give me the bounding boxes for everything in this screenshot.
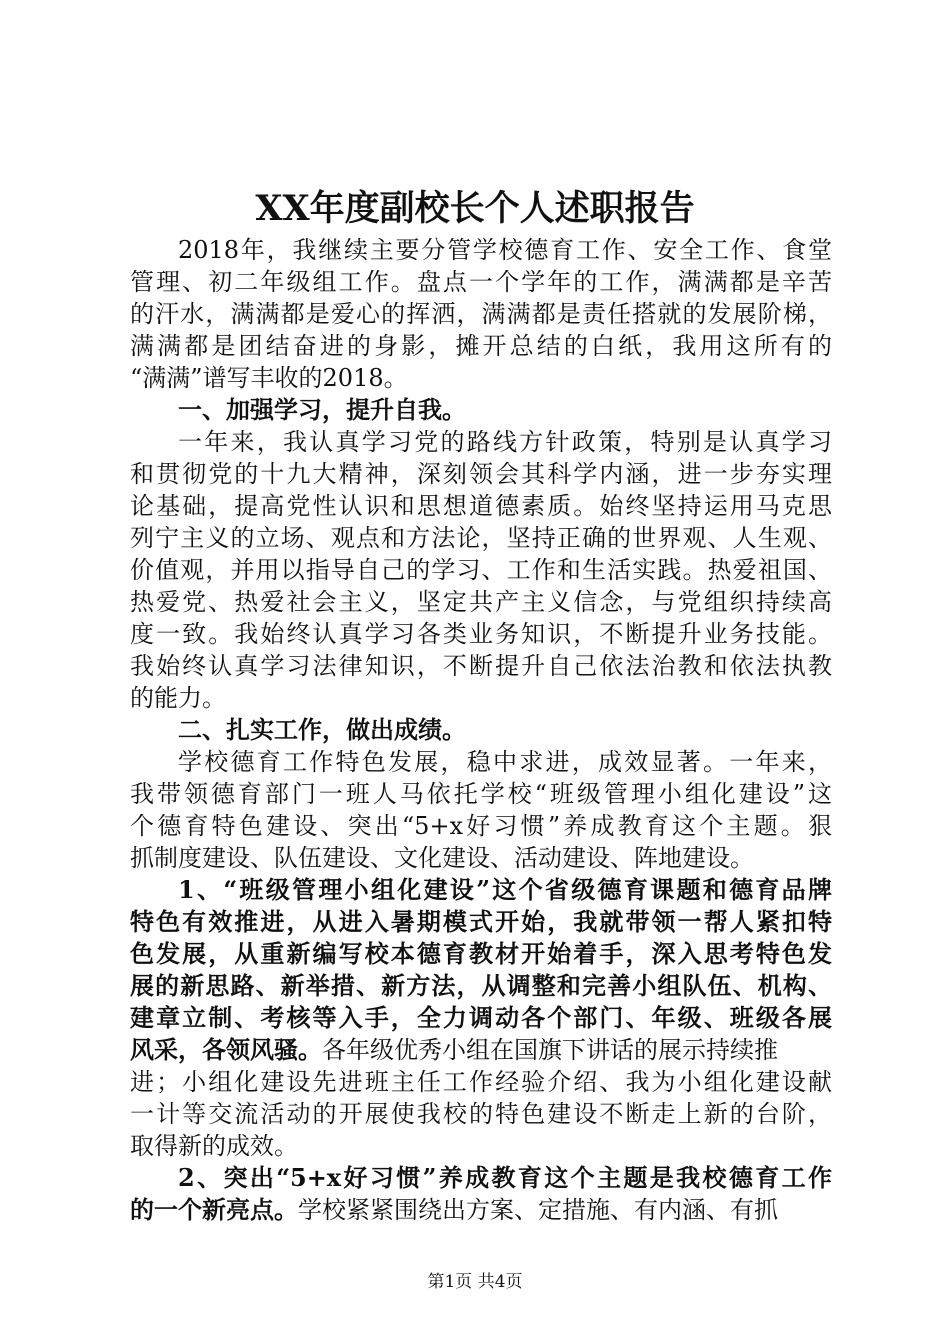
- paragraph-line: 论基础，提高党性认识和思想道德素质。始终坚持运用马克思: [130, 492, 832, 520]
- paragraph-line: 列宁主义的立场、观点和方法论，坚持正确的世界观、人生观、: [130, 524, 832, 552]
- section-heading: 二、扎实工作，做出成绩。: [178, 715, 466, 744]
- paragraph-line: 学校德育工作特色发展，稳中求进，成效显著。一年来，: [178, 748, 832, 776]
- document-title: XX年度副校长个人述职报告: [255, 188, 695, 229]
- paragraph-line: 管理、初二年级组工作。盘点一个学年的工作，满满都是辛苦: [130, 268, 832, 296]
- paragraph-line-bold: 展的新思路、新举措、新方法，从调整和完善小组队伍、机构、: [130, 971, 832, 1000]
- paragraph-line: 个德育特色建设、突出“5+x好习惯”养成教育这个主题。狠: [130, 812, 832, 840]
- normal-run: 学校紧紧围绕出方案、定措施、有内涵、有抓: [298, 1196, 778, 1224]
- paragraph-line-bold: 1、“班级管理小组化建设”这个省级德育课题和德育品牌: [178, 875, 832, 904]
- paragraph-line: 抓制度建设、队伍建设、文化建设、活动建设、阵地建设。: [130, 844, 754, 872]
- paragraph-line: 的能力。: [130, 684, 226, 712]
- paragraph-line-bold: 色发展，从重新编写校本德育教材开始着手，深入思考特色发: [130, 939, 832, 968]
- paragraph-line: 满满都是团结奋进的身影，摊开总结的白纸，我用这所有的: [130, 332, 832, 360]
- paragraph-line: 一计等交流活动的开展使我校的特色建设不断走上新的台阶，: [130, 1100, 832, 1128]
- page-footer: 第1页 共4页: [427, 1272, 523, 1292]
- paragraph-line: “满满”谱写丰收的2018。: [130, 364, 408, 392]
- normal-run: 各年级优秀小组在国旗下讲话的展示持续推: [322, 1036, 778, 1064]
- paragraph-line-bold: 特色有效推进，从进入暑期模式开始，我就带领一帮人紧扣特: [130, 907, 832, 936]
- paragraph-line: 一年来，我认真学习党的路线方针政策，特别是认真学习: [178, 428, 832, 456]
- paragraph-line-bold: 建章立制、考核等入手，全力调动各个部门、年级、班级各展: [130, 1003, 832, 1032]
- paragraph-line-mixed: [130, 1034, 832, 1066]
- paragraph-line: 和贯彻党的十九大精神，深刻领会其科学内涵，进一步夯实理: [130, 460, 832, 488]
- paragraph-line: 我始终认真学习法律知识，不断提升自己依法治教和依法执教: [130, 652, 832, 680]
- paragraph-line: 的汗水，满满都是爱心的挥洒，满满都是责任搭就的发展阶梯，: [130, 300, 832, 328]
- paragraph-line: 价值观，并用以指导自己的学习、工作和生活实践。热爱祖国、: [130, 556, 832, 584]
- paragraph-line: 度一致。我始终认真学习各类业务知识，不断提升业务技能。: [130, 620, 832, 648]
- document-body: [130, 234, 832, 1226]
- paragraph-line: 热爱党、热爱社会主义，坚定共产主义信念，与党组织持续高: [130, 588, 832, 616]
- bold-run: 的一个新亮点。: [130, 1195, 298, 1224]
- section-heading: 一、加强学习，提升自我。: [178, 395, 466, 424]
- paragraph-line-bold: 2、突出“5+x好习惯”养成教育这个主题是我校德育工作: [178, 1163, 832, 1192]
- paragraph-line-mixed: [130, 1194, 832, 1226]
- bold-run: 风采，各领风骚。: [130, 1035, 322, 1064]
- paragraph-line: 进；小组化建设先进班主任工作经验介绍、我为小组化建设献: [130, 1068, 832, 1096]
- paragraph-line: 取得新的成效。: [130, 1132, 298, 1160]
- paragraph-line: 我带领德育部门一班人马依托学校“班级管理小组化建设”这: [130, 780, 832, 808]
- paragraph-line: 2018年，我继续主要分管学校德育工作、安全工作、食堂: [178, 236, 832, 264]
